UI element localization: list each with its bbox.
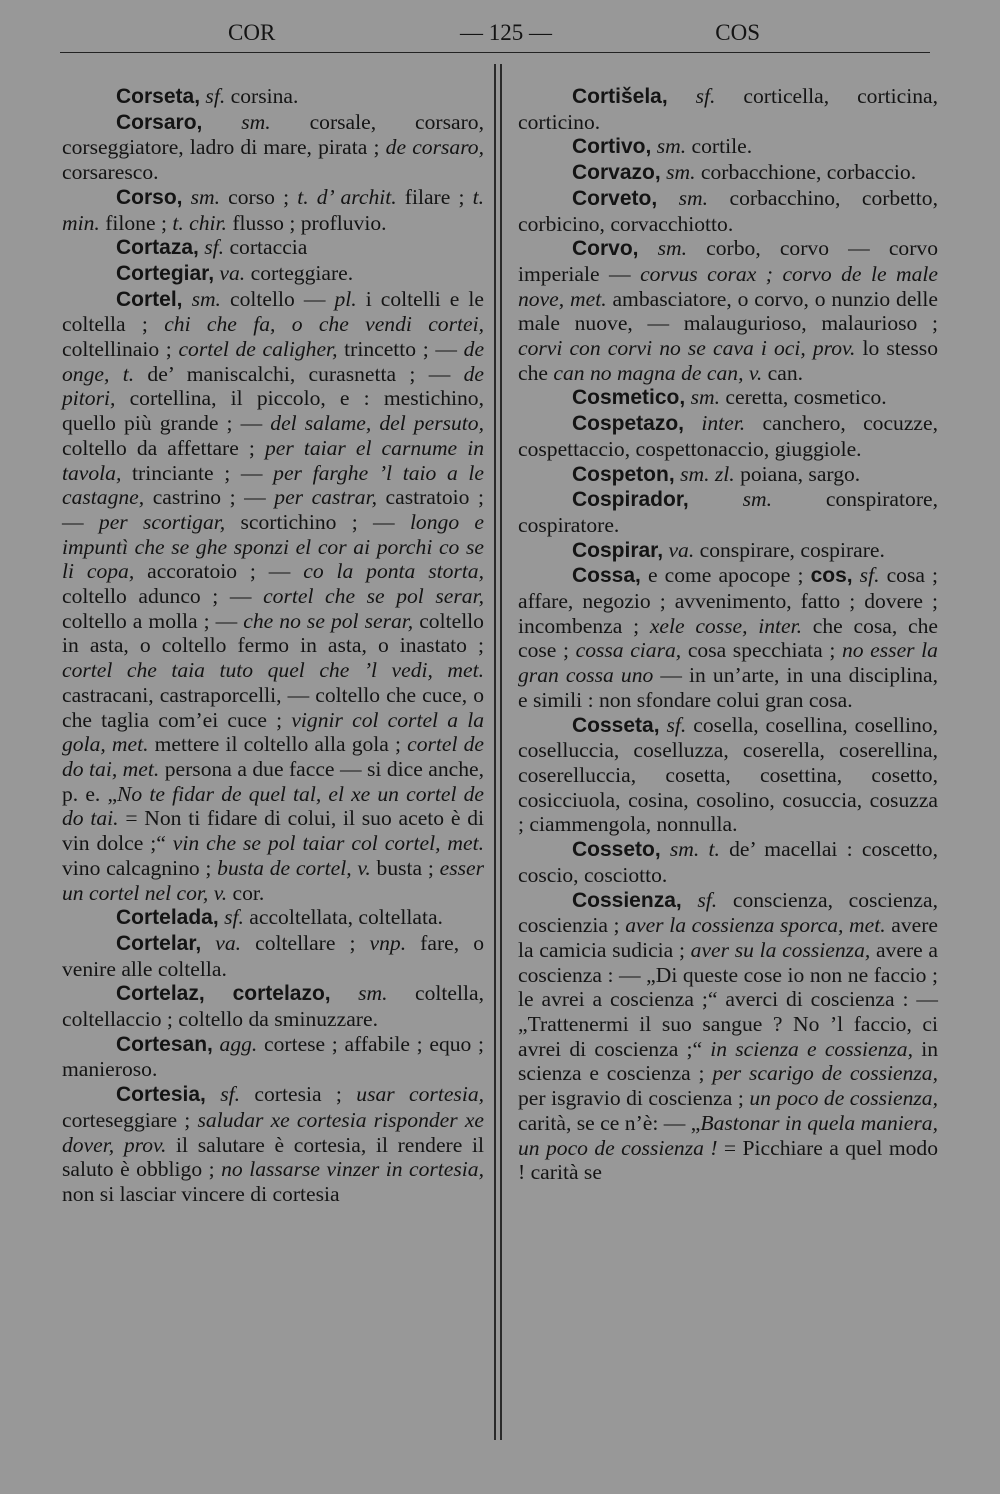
italic-phrase: de onge, t. <box>62 337 485 386</box>
definition-text: trincetto ; — <box>337 337 464 362</box>
dictionary-entry <box>518 462 938 488</box>
dictionary-entry <box>62 981 484 1031</box>
italic-phrase: vnp. <box>369 930 407 955</box>
headword: Cospirar, <box>572 538 664 562</box>
italic-phrase: aver su la cossienza, <box>690 937 871 962</box>
grammar-label: sm. <box>685 385 720 410</box>
grammar-label: sm. <box>182 286 221 311</box>
italic-phrase: no lassarse vinzer in cortesia, <box>221 1157 484 1182</box>
definition-text: can. <box>762 360 804 385</box>
grammar-label: sf. <box>681 887 718 912</box>
italic-phrase: cortel che se pol serar, <box>263 584 484 609</box>
definition-text: accoratoio ; — <box>134 559 304 584</box>
headword: Cortesan, <box>116 1032 213 1056</box>
italic-phrase: pl. <box>334 286 357 311</box>
definition-text: coltella, coltellaccio ; coltello da sminuzzare. <box>62 981 484 1032</box>
italic-phrase: un poco de cossienza, <box>749 1086 938 1111</box>
right-column <box>518 84 938 1185</box>
dictionary-entry <box>62 84 484 110</box>
dictionary-entry <box>62 931 484 981</box>
dictionary-entry <box>62 110 484 185</box>
italic-phrase: cossa ciara, <box>575 638 682 663</box>
headword: Cortegiar, <box>116 261 215 285</box>
dictionary-entry <box>62 261 484 287</box>
italic-phrase: cortel de do tai, met. <box>62 732 484 781</box>
definition-text: avere la camicia sudicia ; <box>518 913 939 962</box>
headword: Cossienza, <box>572 888 682 912</box>
grammar-label: sm. <box>688 487 772 512</box>
headword: Cosseto, <box>572 838 661 862</box>
definition-text: conspiratore, cospiratore. <box>518 487 938 537</box>
headword: Corso, <box>116 185 183 209</box>
definition-text: vino calcagnino ; <box>62 855 218 880</box>
grammar-label: sm. <box>202 109 271 134</box>
grammar-label: sf. <box>667 84 716 108</box>
italic-phrase: che no se pol serar, <box>243 608 414 633</box>
definition-text: corbacchione, corbaccio. <box>695 160 917 185</box>
header-left-guideword: COR <box>228 20 276 45</box>
headword: Corseta, <box>116 85 201 108</box>
grammar-label: va. <box>201 930 242 955</box>
headword: Cospirador, <box>572 488 689 512</box>
definition-text: corsale, corsaro, corseggiatore, ladro di mare, pirata ; <box>62 109 484 160</box>
italic-phrase: chi che fa, o che vendi cortei, <box>164 312 484 337</box>
headword: Cortišela, <box>572 85 668 108</box>
left-column <box>62 84 484 1207</box>
dictionary-entry <box>62 185 484 235</box>
italic-phrase: per farghe ’l taio a le castagne, <box>62 460 484 510</box>
grammar-label: sf. <box>659 712 687 737</box>
dictionary-entry <box>62 1082 484 1207</box>
headword: Cortaza, <box>116 236 199 260</box>
italic-phrase: cortel che taia tuto quel che ’l vedi, met. <box>62 658 484 683</box>
headword: Cortivo, <box>572 135 652 159</box>
dictionary-entry <box>62 1032 484 1082</box>
dictionary-entry <box>518 160 938 186</box>
definition-text: e come apocope ; <box>640 563 811 588</box>
column-rule <box>500 64 502 1440</box>
grammar-label: sm. <box>330 981 388 1006</box>
page-number: — 125 — <box>460 20 552 45</box>
headword: Cosmetico, <box>572 386 686 410</box>
italic-phrase: no esser la gran cossa uno <box>518 638 938 688</box>
headword: Cortel, <box>116 287 183 311</box>
definition-text: il salutare è cortesia, il rendere il saluto è obbligo ; <box>62 1132 484 1182</box>
grammar-label: sf. <box>200 84 226 108</box>
italic-phrase: per scortigar, <box>98 509 226 534</box>
headword: Cortesia, <box>116 1083 206 1107</box>
definition-text: per isgravio di coscienza ; <box>518 1086 750 1111</box>
italic-phrase: vin che se pol taiar col cortel, met. <box>172 831 484 856</box>
headword: Cortelaz, cortelazo, <box>116 982 331 1006</box>
definition-text: cortellina, il piccolo, e : mestichino, quello più grande ; — <box>62 386 484 436</box>
definition-text: corticella, corticina, corticino. <box>518 84 938 134</box>
definition-text: de’ maniscalchi, curasnetta ; — <box>134 361 464 386</box>
definition-text: accoltellata, coltellata. <box>243 905 443 930</box>
definition-text: persona a due facce — si dice anche, p. e. „ <box>62 756 484 806</box>
definition-text: i coltelli e le coltella ; <box>62 286 484 337</box>
italic-phrase: Bastonar in quela maniera, un poco de cossienza ! <box>518 1110 938 1160</box>
definition-text: lo stesso che <box>518 336 938 385</box>
italic-phrase: per castrar, <box>274 485 377 510</box>
definition-text: coltello a molla ; — <box>62 608 244 633</box>
headword: Cortelada, <box>116 906 219 930</box>
italic-phrase: corvus corax ; corvo de le male nove, met. <box>518 261 938 311</box>
definition-text: cosa ; affare, negozio ; avvenimento, fatto ; dovere ; incombenza ; <box>518 563 939 638</box>
dictionary-entry <box>518 186 938 236</box>
dictionary-entry <box>518 385 938 411</box>
definition-text: castracani, castraporcelli, — coltello che cuce, o che taglia com’ei cuce ; <box>62 682 484 732</box>
definition-text: che cosa, che cose ; <box>518 613 938 663</box>
grammar-label: sf. <box>852 563 880 588</box>
definition-text: scortichino ; — <box>225 509 410 534</box>
grammar-label: inter. <box>684 411 746 436</box>
grammar-label: va. <box>214 260 246 285</box>
headword: Corvazo, <box>572 161 661 185</box>
definition-text: cortile. <box>686 134 753 159</box>
italic-phrase: saludar xe cortesia risponder xe dover, prov. <box>62 1107 484 1157</box>
dictionary-entry <box>518 563 938 712</box>
definition-text: corbo, corvo — corvo imperiale — <box>518 236 938 286</box>
definition-text: = Picchiare a quel modo ! carità se <box>518 1135 939 1185</box>
definition-text: non si lasciar vincere di cortesia <box>62 1181 340 1206</box>
definition-text: flusso ; profluvio. <box>226 210 387 235</box>
headword: Cospeton, <box>572 462 675 486</box>
definition-text: coltello adunco ; — <box>62 584 264 609</box>
definition-text: ceretta, cosmetico. <box>720 385 887 410</box>
definition-text: avere a coscienza : — „Di queste cose io non ne faccio ; le avrei a coscienza ;“ averci di coscienza : — „Trattenermi il suo sangue ? No ’l faccio, ci avrei di coscienza ;“ <box>518 937 938 1061</box>
headword: Cospetazo, <box>572 412 685 436</box>
italic-phrase: longo e impuntì che se ghe sponzi el cor ai porchi co se li copa, <box>62 509 485 584</box>
definition-text: coltello da affettare ; <box>62 435 265 460</box>
definition-text: mettere il coltello alla gola ; <box>148 732 408 757</box>
headword: Corvo, <box>572 237 639 261</box>
italic-phrase: in scienza e cossienza, <box>710 1036 913 1061</box>
definition-text: corteggiare. <box>245 260 354 285</box>
dictionary-entry <box>518 538 938 564</box>
definition-text: busta ; <box>370 855 440 880</box>
grammar-label: sm. <box>182 184 221 209</box>
italic-phrase: de corsaro, <box>385 135 484 160</box>
definition-text: conspirare, cospirare. <box>694 537 885 562</box>
italic-phrase: busta de cortel, v. <box>217 855 371 880</box>
header-right-guideword: COS <box>715 20 760 45</box>
definition-text: filone ; <box>99 210 173 235</box>
grammar-label: sm. <box>657 185 709 210</box>
definition-text: coltellinaio ; <box>62 337 179 362</box>
page-header <box>60 18 930 53</box>
grammar-label: sf. <box>198 235 225 260</box>
definition-text: cortesia ; <box>240 1082 357 1107</box>
grammar-label: sm. t. <box>660 837 720 862</box>
dictionary-entry <box>518 411 938 461</box>
italic-phrase: can no magna de can, v. <box>553 360 763 385</box>
italic-phrase: No te fidar de quel tal, el xe un cortel de do tai. <box>62 781 484 831</box>
italic-phrase: de pitori, <box>62 361 484 411</box>
dictionary-entry <box>518 84 938 134</box>
grammar-label: sm. <box>651 134 687 159</box>
headword: Corveto, <box>572 186 658 210</box>
dictionary-entry <box>518 134 938 160</box>
definition-text: — in un’arte, in una disciplina, e simili : non sfondare colui gran cosa. <box>518 663 938 712</box>
definition-text: coltello — <box>220 286 335 311</box>
italic-phrase: esser un cortel nel cor, v. <box>62 855 484 905</box>
dictionary-entry <box>518 837 938 887</box>
dictionary-entry <box>518 236 938 385</box>
dictionary-entry <box>62 287 484 906</box>
italic-phrase: corvi con corvi no se cava i oci, prov. <box>518 336 856 361</box>
italic-phrase: xele cosse, inter. <box>649 613 803 638</box>
definition-text: corteseggiare ; <box>62 1107 198 1132</box>
grammar-label: sf. <box>218 905 244 930</box>
definition-text: cortaccia <box>224 235 308 260</box>
dictionary-entry <box>62 235 484 261</box>
definition-text: de’ macellai : coscetto, coscio, cosciotto. <box>518 837 938 887</box>
italic-phrase: per scarigo de cossienza, <box>712 1061 938 1086</box>
definition-text: cortese ; affabile ; equo ; manieroso. <box>62 1031 484 1082</box>
definition-text: coltello in asta, o coltello fermo in asta, o inastato ; <box>62 608 484 658</box>
definition-text: corsaresco. <box>62 160 159 185</box>
definition-text: corsina. <box>225 84 299 108</box>
italic-phrase: usar cortesia, <box>356 1082 485 1107</box>
definition-text: carità, se ce n’è: — „ <box>518 1110 701 1135</box>
italic-phrase: del salame, del persuto, <box>270 411 484 436</box>
headword: Corsaro, <box>116 110 203 134</box>
italic-phrase: co la ponta storta, <box>303 559 484 584</box>
italic-phrase: t. min. <box>62 184 485 235</box>
definition-text: filare ; <box>396 184 473 209</box>
definition-text: conscienza, coscienza, coscienzia ; <box>518 887 938 938</box>
italic-phrase: t. chir. <box>172 210 227 235</box>
grammar-label: agg. <box>212 1031 258 1056</box>
italic-phrase: t. d’ archit. <box>297 184 397 209</box>
column-rule <box>494 64 496 1440</box>
grammar-label: sm. zl. <box>674 461 735 486</box>
dictionary-entry <box>62 905 484 931</box>
definition-text: = Non ti fidare di colui, il suo aceto è di vin dolce ;“ <box>62 806 484 856</box>
dictionary-entry <box>518 713 938 838</box>
grammar-label: sf. <box>205 1082 241 1107</box>
italic-phrase: per taiar el carnume in tavola, <box>62 435 484 485</box>
headword: Cortelar, <box>116 931 202 955</box>
definition-text: canchero, cocuzze, cospettaccio, cospettonaccio, giuggiole. <box>518 411 938 461</box>
italic-phrase: aver la cossienza sporca, met. <box>625 913 886 938</box>
definition-text: in scienza e coscienza ; <box>518 1036 938 1086</box>
definition-text: ambasciatore, o corvo, o nunzio delle male nuove, — malaugurioso, malaurioso ; <box>518 286 938 336</box>
definition-text: poiana, sargo. <box>734 461 861 486</box>
headword: Cosseta, <box>572 713 660 737</box>
headword: Cossa, <box>572 564 641 588</box>
dictionary-entry <box>518 487 938 537</box>
headword: cos, <box>810 564 853 588</box>
definition-text: cosa specchiata ; <box>681 638 842 663</box>
definition-text: castratoio ; — <box>62 485 484 534</box>
definition-text: corbacchino, corbetto, corbicino, corvacchiotto. <box>518 185 939 236</box>
dictionary-entry <box>518 888 938 1185</box>
grammar-label: sm. <box>638 236 688 261</box>
definition-text: coltellare ; <box>241 930 370 955</box>
definition-text: cor. <box>227 880 265 905</box>
italic-phrase: vignir col cortel a la gola, met. <box>62 707 484 757</box>
grammar-label: va. <box>663 537 695 562</box>
italic-phrase: cortel de caligher, <box>178 337 338 362</box>
definition-text: castrino ; — <box>144 485 275 510</box>
definition-text: cosella, cosellina, cosellino, coselluccia, coselluzza, coserella, coserellina, coserelluccia, cosetta, cosettina, cosetto, cosicciuola, cosina, cosolino, cosuccia, cosuzza ; ciammengola, nonnulla. <box>518 712 938 837</box>
definition-text: corso ; <box>220 184 298 209</box>
definition-text: trinciante ; — <box>121 460 274 485</box>
grammar-label: sm. <box>660 160 696 185</box>
definition-text: fare, o venire alle coltella. <box>62 930 484 981</box>
